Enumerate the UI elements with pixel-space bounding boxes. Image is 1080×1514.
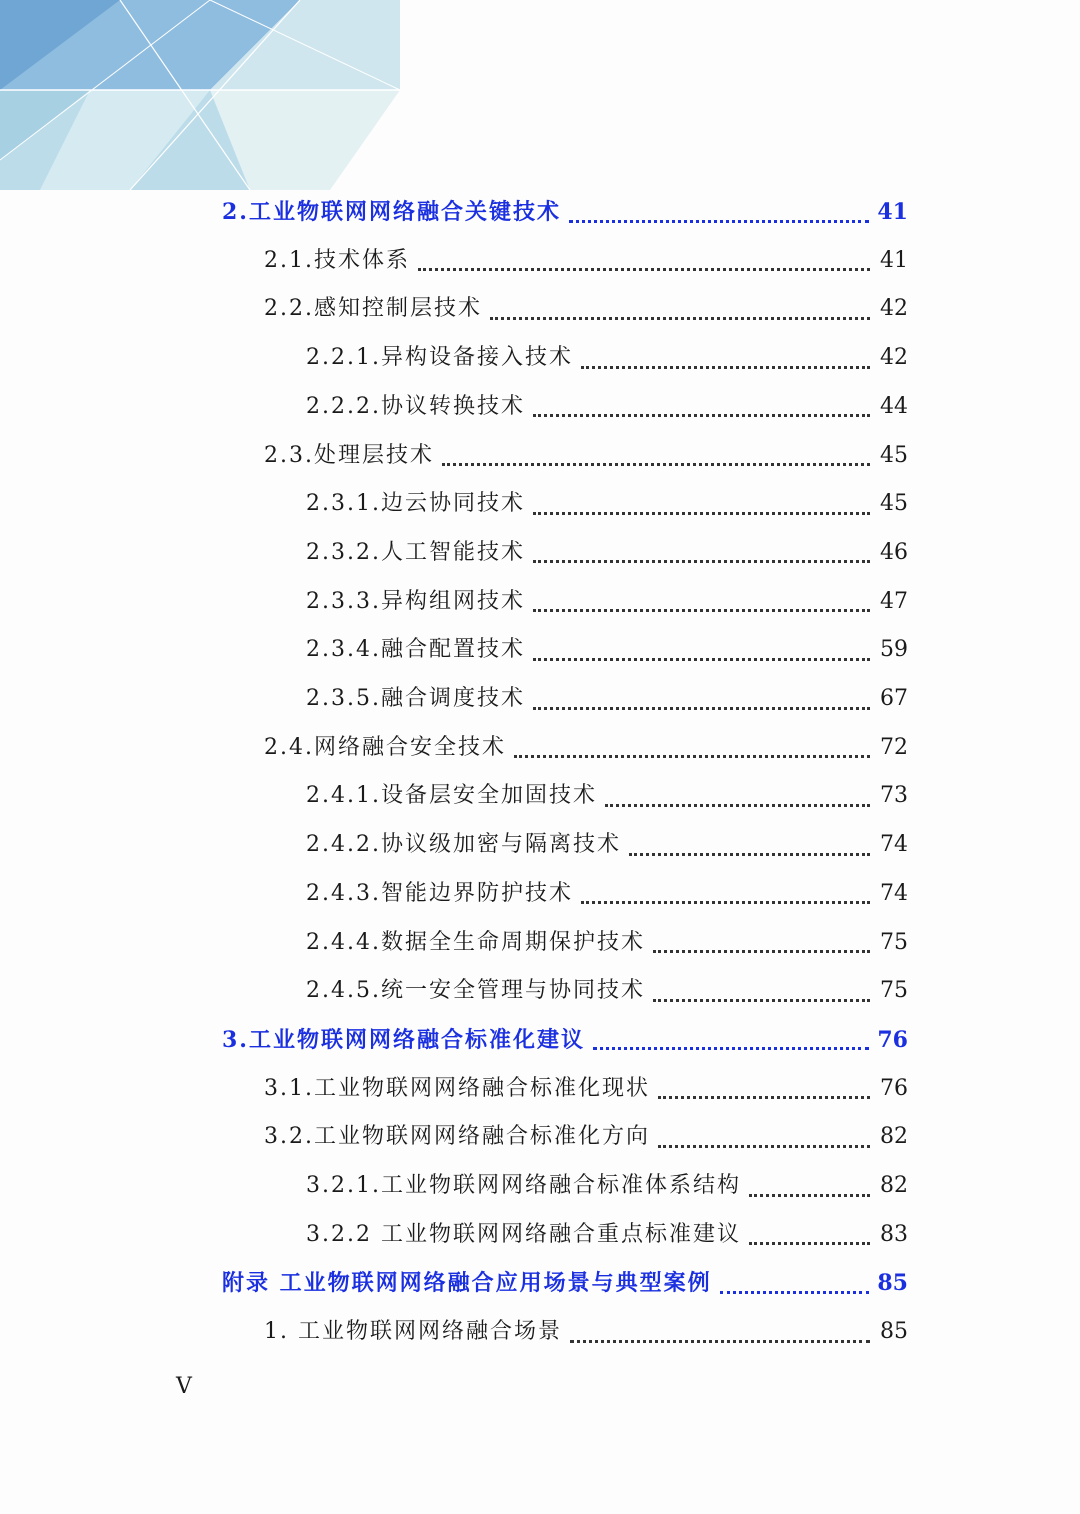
toc-entry-title: 2.4.4.数据全生命周期保护技术 <box>306 929 645 955</box>
dot-leader <box>533 609 870 612</box>
toc-entry[interactable] <box>306 1215 908 1255</box>
toc-entry-title: 2.3.4.融合配置技术 <box>306 637 525 663</box>
dot-leader <box>653 999 870 1002</box>
toc-entry-page: 76 <box>880 1075 908 1101</box>
toc-entry-page: 75 <box>880 978 908 1004</box>
dot-leader <box>593 1047 869 1050</box>
corner-decoration <box>0 0 420 190</box>
page-number: V <box>176 1374 192 1399</box>
dot-leader <box>533 658 870 661</box>
toc-entry[interactable] <box>264 436 908 476</box>
dot-leader <box>658 1145 870 1148</box>
toc-entry[interactable] <box>306 630 908 670</box>
toc-entry[interactable] <box>306 484 908 524</box>
toc-entry[interactable] <box>306 679 908 719</box>
toc-entry[interactable] <box>264 1312 908 1352</box>
toc-entry[interactable] <box>222 1020 908 1060</box>
toc-entry[interactable] <box>264 241 908 281</box>
dot-leader <box>569 220 869 223</box>
toc-entry-title: 2.3.2.人工智能技术 <box>306 539 525 565</box>
toc-entry-title: 2.工业物联网网络融合关键技术 <box>222 199 561 225</box>
dot-leader <box>581 901 870 904</box>
toc-entry-page: 76 <box>877 1026 908 1053</box>
toc-entry-page: 75 <box>880 929 908 955</box>
toc-entry[interactable] <box>306 874 908 914</box>
toc-entry-page: 42 <box>880 345 908 371</box>
dot-leader <box>658 1096 870 1099</box>
toc-entry[interactable] <box>306 1166 908 1206</box>
toc-entry[interactable] <box>306 387 908 427</box>
toc-entry-page: 46 <box>880 539 908 565</box>
toc-entry[interactable] <box>264 289 908 329</box>
toc-entry[interactable] <box>222 192 908 232</box>
toc-entry[interactable] <box>264 728 908 768</box>
toc-entry[interactable] <box>306 582 908 622</box>
toc-entry[interactable] <box>306 533 908 573</box>
toc-entry-page: 85 <box>877 1270 908 1297</box>
toc-entry[interactable] <box>264 1069 908 1109</box>
toc-entry-title: 2.4.1.设备层安全加固技术 <box>306 783 597 809</box>
toc-entry-page: 42 <box>880 296 908 322</box>
toc-entry-title: 附录 工业物联网网络融合应用场景与典型案例 <box>222 1270 712 1297</box>
toc-entry-title: 2.3.处理层技术 <box>264 442 434 468</box>
toc-entry[interactable] <box>306 338 908 378</box>
toc-entry-page: 74 <box>880 880 908 906</box>
toc-entry-title: 3.2.1.工业物联网网络融合标准体系结构 <box>306 1173 741 1198</box>
toc-entry-title: 2.2.感知控制层技术 <box>264 296 482 322</box>
toc-entry-title: 2.4.网络融合安全技术 <box>264 734 506 760</box>
toc-entry[interactable] <box>264 1117 908 1157</box>
dot-leader <box>605 804 870 807</box>
dot-leader <box>629 853 870 856</box>
dot-leader <box>720 1291 870 1294</box>
toc-entry-title: 2.2.1.异构设备接入技术 <box>306 345 573 371</box>
dot-leader <box>418 268 870 271</box>
dot-leader <box>442 463 870 466</box>
toc-entry-title: 3.工业物联网网络融合标准化建议 <box>222 1026 585 1053</box>
toc-entry-page: 85 <box>880 1319 908 1345</box>
toc-entry-page: 41 <box>880 247 908 273</box>
dot-leader <box>749 1194 870 1197</box>
dot-leader <box>533 707 870 710</box>
toc-entry-title: 2.4.3.智能边界防护技术 <box>306 880 573 906</box>
toc-entry[interactable] <box>306 825 908 865</box>
toc-entry-title: 1. 工业物联网网络融合场景 <box>264 1319 562 1345</box>
toc-entry-title: 3.1.工业物联网网络融合标准化现状 <box>264 1075 650 1101</box>
toc-entry-page: 82 <box>880 1173 908 1198</box>
toc-entry-page: 72 <box>880 734 908 760</box>
toc-entry[interactable] <box>222 1263 908 1303</box>
toc-entry-title: 2.3.1.边云协同技术 <box>306 491 525 517</box>
toc-entry-page: 45 <box>880 491 908 517</box>
toc-entry-title: 2.3.3.异构组网技术 <box>306 588 525 614</box>
dot-leader <box>533 560 870 563</box>
dot-leader <box>653 950 870 953</box>
dot-leader <box>581 366 870 369</box>
toc-entry-title: 2.4.2.协议级加密与隔离技术 <box>306 832 621 858</box>
dot-leader <box>533 512 870 515</box>
toc-entry-page: 73 <box>880 783 908 809</box>
toc-entry-page: 74 <box>880 832 908 858</box>
toc-entry[interactable] <box>306 923 908 963</box>
dot-leader <box>749 1242 870 1245</box>
dot-leader <box>570 1340 870 1343</box>
toc-entry-title: 2.4.5.统一安全管理与协同技术 <box>306 978 645 1004</box>
toc-entry-page: 44 <box>880 393 908 419</box>
dot-leader <box>490 317 870 320</box>
toc-entry-title: 3.2.2 工业物联网网络融合重点标准建议 <box>306 1221 741 1247</box>
toc-entry-page: 67 <box>880 686 908 711</box>
toc-entry[interactable] <box>306 776 908 816</box>
toc-entry-title: 2.1.技术体系 <box>264 247 410 273</box>
toc-entry-page: 47 <box>880 588 908 614</box>
dot-leader <box>514 755 870 758</box>
toc-entry-page: 82 <box>880 1124 908 1150</box>
toc-entry[interactable] <box>306 971 908 1011</box>
toc-entry-title: 2.3.5.融合调度技术 <box>306 686 525 711</box>
toc-entry-page: 59 <box>880 637 908 663</box>
toc-entry-page: 45 <box>880 442 908 468</box>
toc-entry-title: 2.2.2.协议转换技术 <box>306 393 525 419</box>
dot-leader <box>533 414 870 417</box>
toc-entry-title: 3.2.工业物联网网络融合标准化方向 <box>264 1124 650 1150</box>
toc-entry-page: 41 <box>877 199 908 225</box>
toc-entry-page: 83 <box>880 1221 908 1247</box>
